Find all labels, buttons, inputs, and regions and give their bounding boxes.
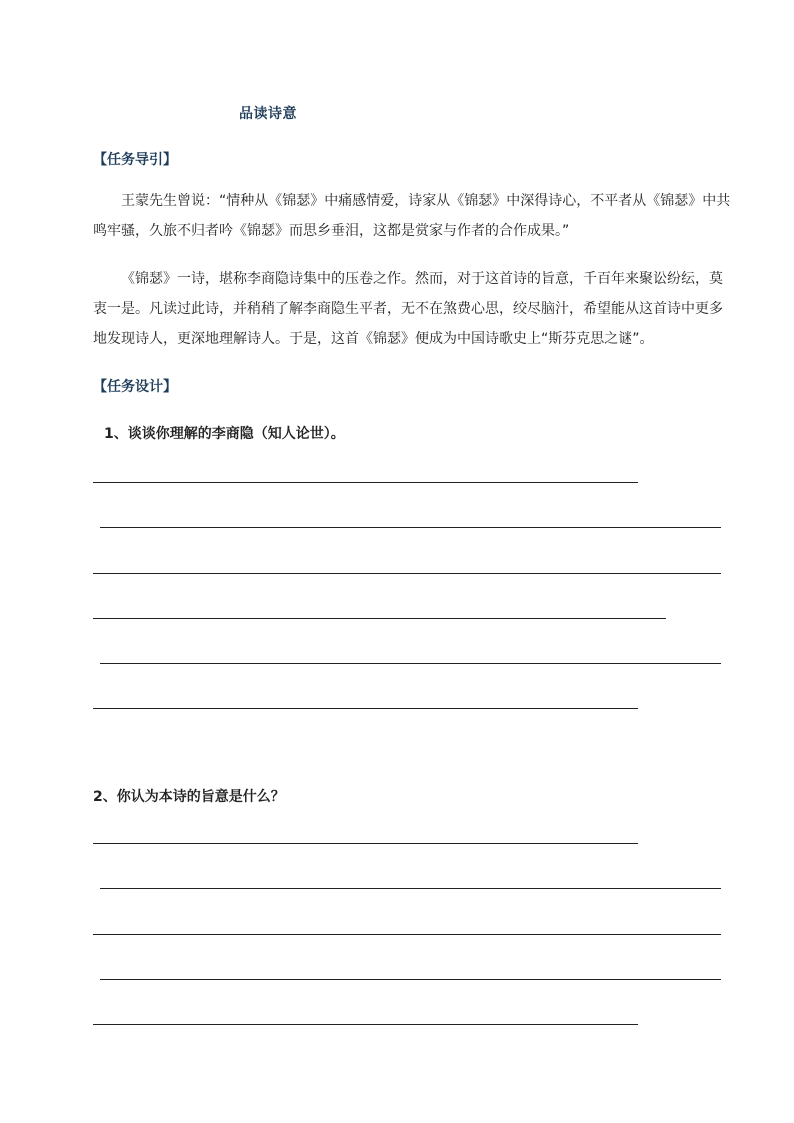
section-heading-design: 【任务设计】: [93, 379, 177, 395]
answer-line[interactable]: [100, 979, 721, 980]
question-1: 1、谈谈你理解的李商隐（知人论世）。: [104, 426, 345, 442]
guide-paragraph-1: 王蒙先生曾说：“情种从《锦瑟》中痛感情爱，诗家从《锦瑟》中深得诗心，不平者从《锦瑟》中共鸣牢骚，久旅不归者吟《锦瑟》而思乡垂泪，这都是赏家与作者的合作成果。”: [93, 193, 731, 239]
answer-line[interactable]: [93, 934, 721, 935]
answer-line[interactable]: [93, 1024, 638, 1025]
guide-paragraph-2: 《锦瑟》一诗，堪称李商隐诗集中的压卷之作。然而，对于这首诗的旨意，千百年来聚讼纷纭，莫衷一是。凡读过此诗，并稍稍了解李商隐生平者，无不在煞费心思，绞尽脑汁，希望能从这首诗中更多地发现诗人，更深地理解诗人。于是，这首《锦瑟》便成为中国诗歌史上“斯芬克思之谜”。: [93, 271, 723, 347]
answer-line[interactable]: [93, 708, 638, 709]
answer-line[interactable]: [93, 843, 638, 844]
page-title: 品读诗意: [239, 106, 297, 122]
answer-line[interactable]: [93, 618, 666, 619]
answer-line[interactable]: [100, 527, 721, 528]
section-heading-guide: 【任务导引】: [93, 152, 177, 168]
answer-line[interactable]: [100, 663, 721, 664]
answer-line[interactable]: [93, 482, 638, 483]
question-2: 2、你认为本诗的旨意是什么？: [93, 789, 285, 805]
answer-line[interactable]: [100, 888, 721, 889]
answer-line[interactable]: [93, 573, 721, 574]
